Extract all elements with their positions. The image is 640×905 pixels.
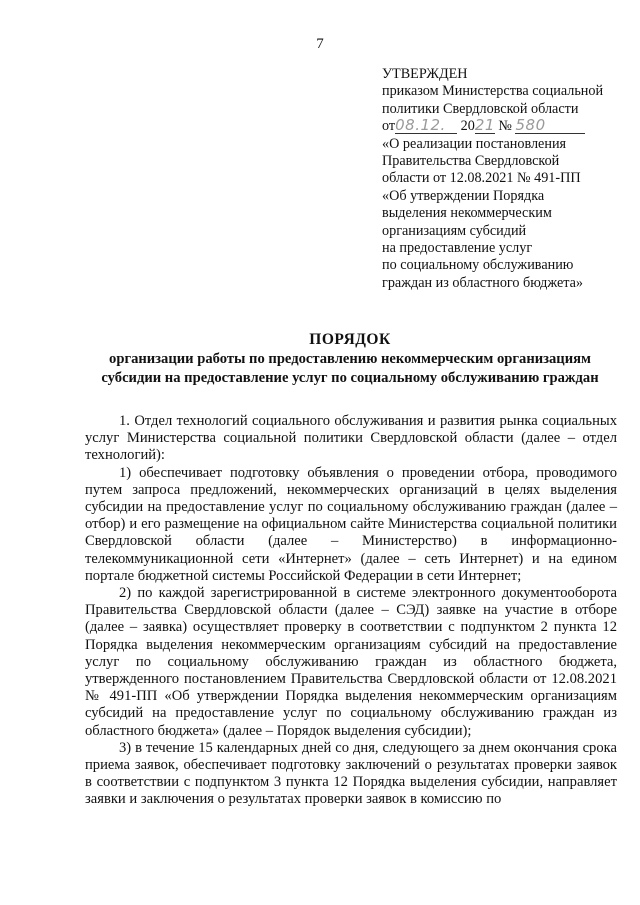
paragraph: 3) в течение 15 календарных дней со дня, следующего за днем окончания срока приема заявок, обеспечивает подготовку заключений о результатах проверки заявок в соответствии с подпунктом 3 пункта 12 Порядка выделения субсидии, направляет заявки и заключения о результатах проверки заявок в комиссию по bbox=[85, 739, 617, 808]
approval-ref-line: выделения некоммерческим bbox=[382, 205, 552, 222]
title-main: ПОРЯДОК bbox=[309, 331, 391, 348]
paragraph: 2) по каждой зарегистрированной в системе электронного документооборота Правительства Свердловской области (далее – СЭД) заявке на участие в отборе (далее – заявка) осуществляет проверку в соответствии с подпунктом 2 пункта 12 Порядка выделения некоммерческим организациям субсидий на предоставление услуг по социальному обслуживанию граждан из областного бюджета, утвержденного постановлением Правительства Свердловской области от 12.08.2021 № 491-ПП «Об утверждении Порядка выделения некоммерческим организациям субсидий на предоставление услуг по социальному обслуживанию граждан из областного бюджета» (далее – Порядок выделения субсидии); bbox=[85, 585, 617, 739]
paragraph: 1. Отдел технологий социального обслуживания и развития рынка социальных услуг Министерства социальной политики Свердловской области (далее – отдел технологий): bbox=[85, 413, 617, 464]
date-prefix: от bbox=[382, 118, 396, 135]
approval-heading: УТВЕРЖДЕН bbox=[382, 66, 468, 82]
approval-line: приказом Министерства социальной bbox=[382, 83, 604, 100]
handwritten-date: 08.12. bbox=[395, 118, 457, 134]
document-body bbox=[85, 413, 617, 809]
approval-stamp bbox=[382, 66, 632, 292]
approval-ref-line: организациям субсидий bbox=[382, 222, 527, 239]
number-sign: № bbox=[498, 118, 512, 135]
paragraph: 1) обеспечивает подготовку объявления о проведении отбора, проводимого путем запроса предложений, некоммерческих организаций в целях выделения субсидии на предоставление услуг по социальному обслуживанию граждан (далее – отбор) и его размещение на официальном сайте Министерства социальной политики Свердловской области (далее – Министерство) в информационно-телекоммуникационной сети «Интернет» (далее – сеть Интернет) и на едином портале бюджетной системы Российской Федерации в сети Интернет; bbox=[85, 464, 617, 584]
approval-ref-line: области от 12.08.2021 № 491-ПП bbox=[382, 170, 581, 187]
approval-ref-line: по социальному обслуживанию bbox=[382, 257, 574, 274]
approval-ref-line: граждан из областного бюджета» bbox=[382, 274, 584, 291]
approval-line: политики Свердловской области bbox=[382, 100, 579, 117]
approval-ref-line: «Об утверждении Порядка bbox=[382, 187, 545, 204]
title-subtitle-line: субсидии на предоставление услуг по социальному обслуживанию граждан bbox=[101, 369, 599, 386]
approval-ref-line: Правительства Свердловской bbox=[382, 153, 560, 170]
handwritten-number: 580 bbox=[515, 118, 585, 134]
page-number: 7 bbox=[316, 36, 324, 52]
approval-ref-line: на предоставление услуг bbox=[382, 240, 533, 257]
handwritten-year: 21 bbox=[474, 116, 495, 135]
document-title bbox=[60, 330, 640, 387]
year-prefix: 20 bbox=[460, 118, 475, 135]
approval-ref-line: «О реализации постановления bbox=[382, 135, 567, 152]
title-subtitle-line: организации работы по предоставлению некоммерческим организациям bbox=[109, 351, 591, 367]
approval-date-line bbox=[382, 118, 632, 135]
